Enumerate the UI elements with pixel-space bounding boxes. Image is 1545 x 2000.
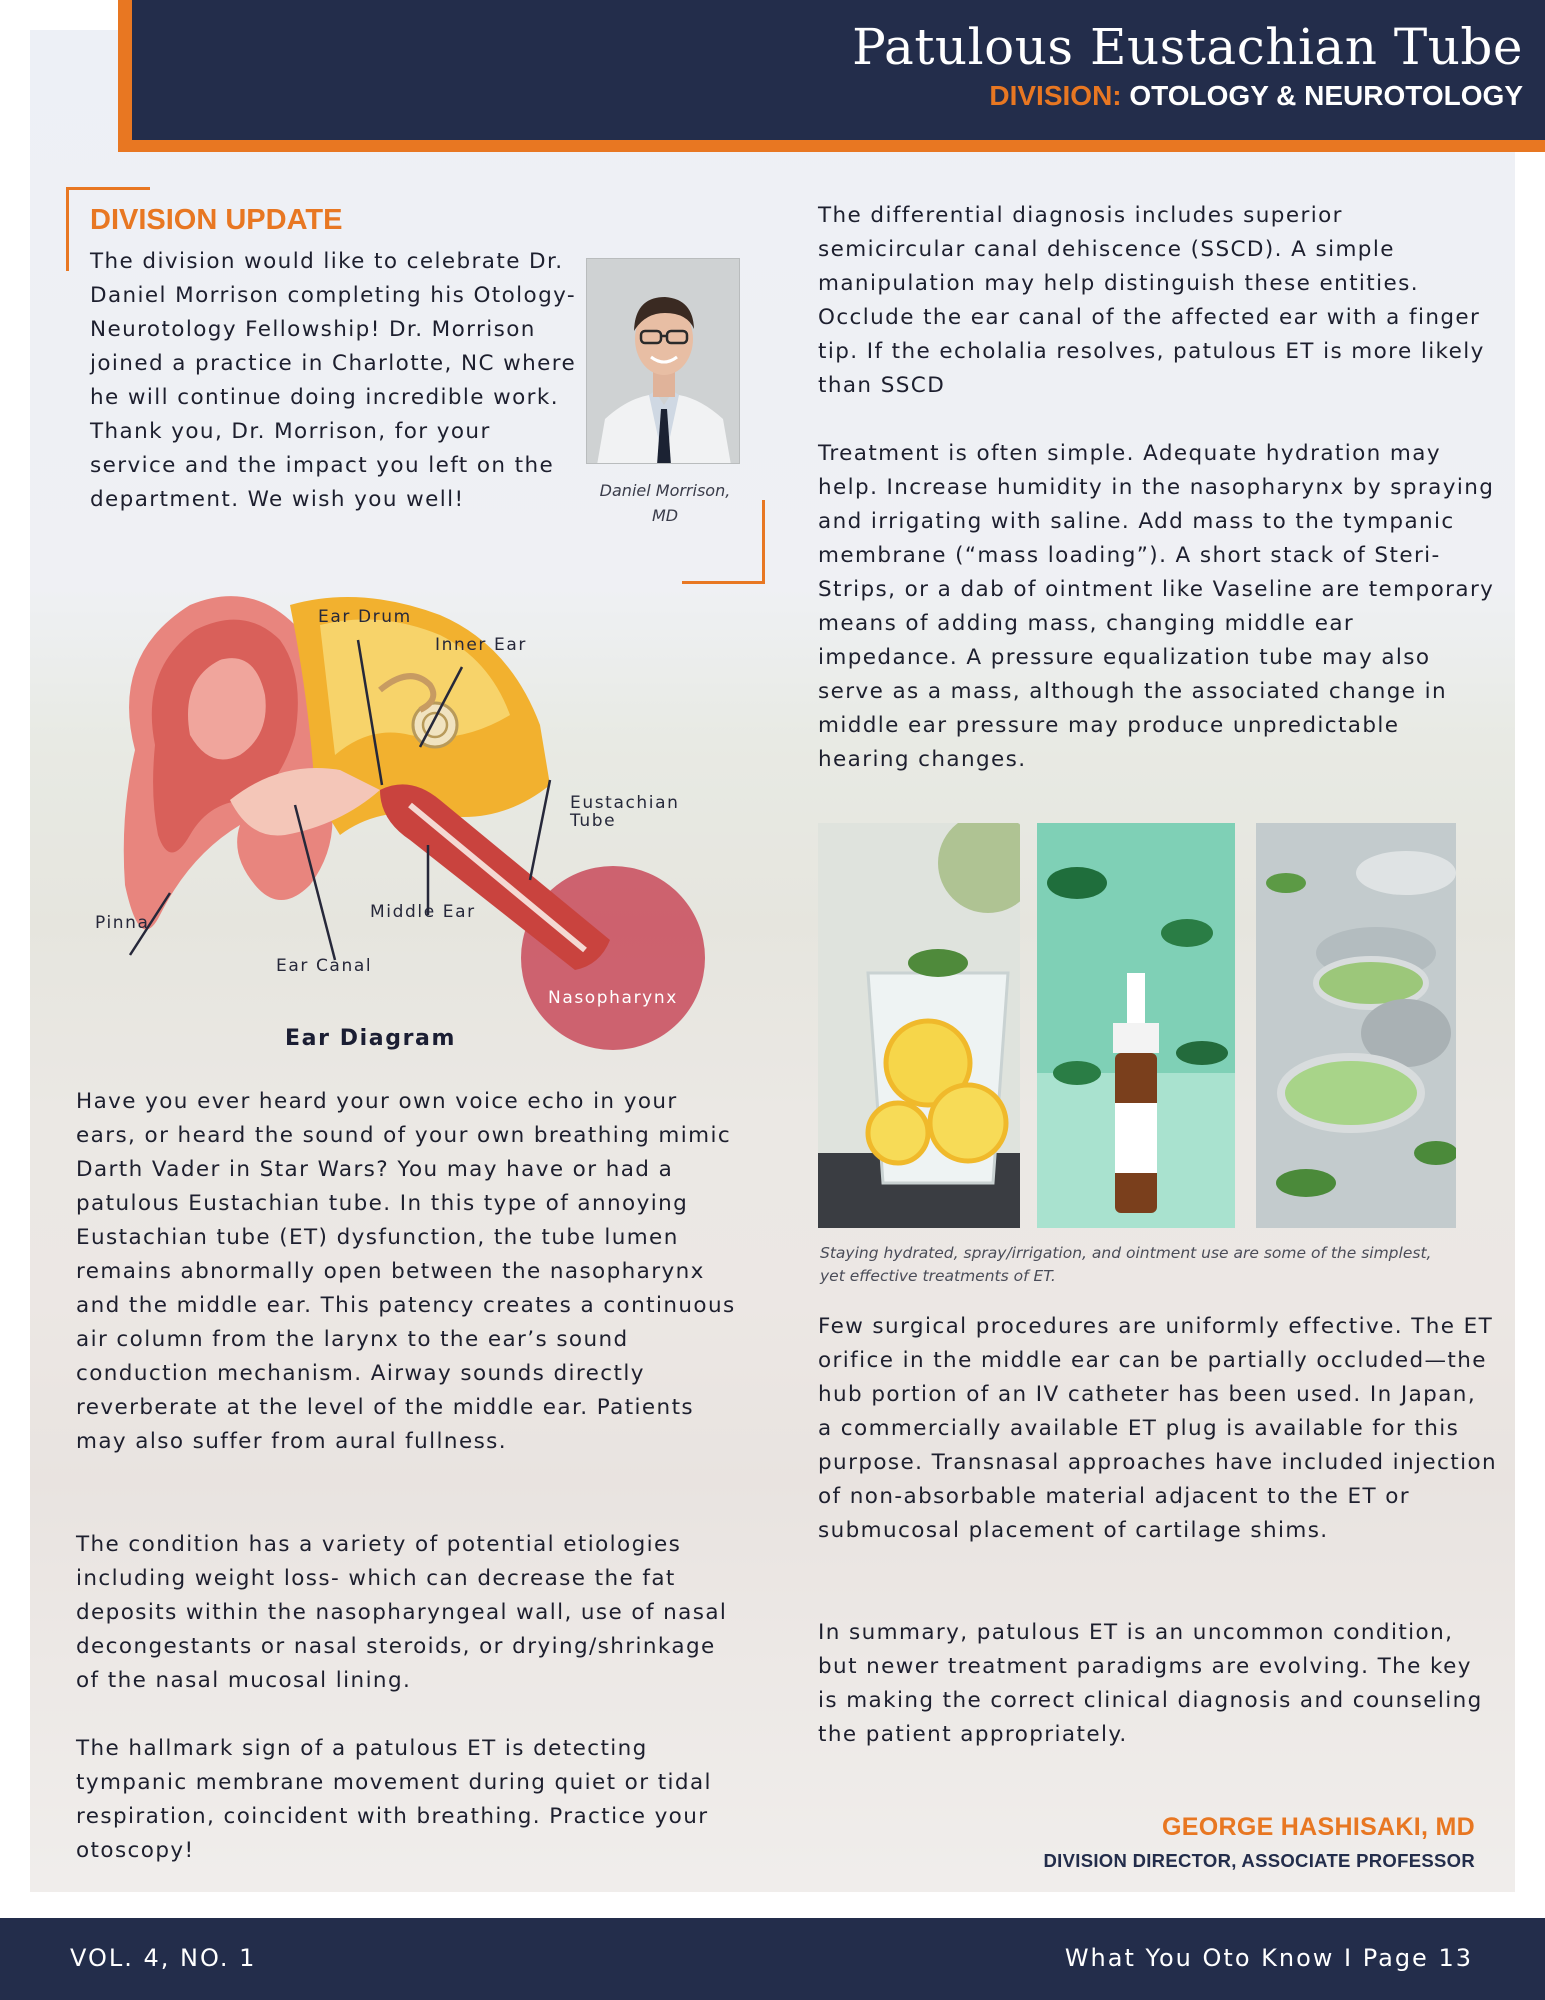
right-paragraph-2: Treatment is often simple. Adequate hydration may help. Increase humidity in the nasopharynx by spraying and irrigating with saline. Add mass to the tympanic membrane (“mass loading”). A short stack of Steri-Strips, or a dab of ointment like Vaseline are temporary means of adding mass, changing middle ear impedance. A pressure equalization tube may also serve as a mass, although the associated change in middle ear pressure may produce unpredictable hearing changes. bbox=[818, 441, 1495, 772]
footer-bar bbox=[0, 1918, 1545, 2000]
footer-volume: VOL. 4, NO. 1 bbox=[70, 1944, 257, 1972]
left-paragraph-2: The condition has a variety of potential etiologies including weight loss- which can decrease the fat deposits within the nasopharyngeal wall, use of nasal decongestants or nasal steroids, or drying/shrinkage of the nasal mucosal lining. bbox=[76, 1532, 728, 1693]
update-bracket-top bbox=[66, 187, 150, 190]
label-eustachian-tube: Eustachian Tube bbox=[570, 793, 680, 831]
division-subtitle bbox=[989, 80, 1523, 112]
right-paragraph-1: The differential diagnosis includes superior semicircular canal dehiscence (SSCD). A simple manipulation may help distinguish these entities. Occlude the ear canal of the affected ear with a finger tip. If the echolalia resolves, patulous ET is more likely than SSCD bbox=[818, 203, 1485, 398]
update-bracket-bottom bbox=[682, 581, 765, 584]
label-inner-ear: Inner Ear bbox=[435, 635, 527, 655]
treatment-photos bbox=[818, 823, 1456, 1228]
right-paragraph-3: Few surgical procedures are uniformly effective. The ET orifice in the middle ear can be partially occluded—the hub portion of an IV catheter has been used. In Japan, a commercially available ET plug is available for this purpose. Transnasal approaches have included injection of non-absorbable material adjacent to the ET or submucosal placement of cartilage shims. bbox=[818, 1314, 1498, 1543]
division-prefix: DIVISION: bbox=[989, 80, 1122, 111]
doctor-portrait-photo bbox=[586, 258, 740, 464]
label-ear-drum: Ear Drum bbox=[318, 607, 412, 627]
footer-page-number: What You Oto Know I Page 13 bbox=[1064, 1944, 1473, 1972]
division-update-text: The division would like to celebrate Dr. Daniel Morrison completing his Otology-Neurotology Fellowship! Dr. Morrison joined a practice in Charlotte, NC where he will continue doing incredible work. Thank you, Dr. Morrison, for your service and the impact you left on the department. We wish you well! bbox=[90, 249, 577, 512]
page-title: Patulous Eustachian Tube bbox=[852, 18, 1523, 76]
label-pinna: Pinna bbox=[95, 913, 150, 933]
update-bracket-right bbox=[762, 500, 765, 584]
label-ear-canal: Ear Canal bbox=[276, 956, 373, 976]
left-paragraph-1: Have you ever heard your own voice echo in your ears, or heard the sound of your own breathing mimic Darth Vader in Star Wars? You may have or had a patulous Eustachian tube. In this type of annoying Eustachian tube (ET) dysfunction, the tube lumen remains abnormally open between the nasopharynx and the middle ear. This patency creates a continuous air column from the larynx to the ear’s sound conduction mechanism. Airway sounds directly reverberate at the level of the middle ear. Patients may also suffer from aural fullness. bbox=[76, 1089, 736, 1454]
treatment-photos-caption: Staying hydrated, spray/irrigation, and ointment use are some of the simplest, yet effective treatments of ET. bbox=[820, 1244, 1432, 1285]
header-banner bbox=[132, 0, 1545, 140]
lemon-water-photo bbox=[818, 823, 1020, 1228]
portrait-caption: Daniel Morrison, MD bbox=[599, 481, 731, 525]
label-nasopharynx: Nasopharynx bbox=[548, 988, 678, 1008]
author-name: GEORGE HASHISAKI, MD bbox=[1162, 1813, 1475, 1841]
right-paragraph-4: In summary, patulous ET is an uncommon condition, but newer treatment paradigms are evolving. The key is making the correct clinical diagnosis and counseling the patient appropriately. bbox=[818, 1620, 1483, 1747]
ear-diagram-caption: Ear Diagram bbox=[285, 1026, 456, 1051]
header-accent-underline bbox=[118, 140, 1545, 152]
division-update-heading: DIVISION UPDATE bbox=[90, 204, 343, 236]
ointment-tins-photo bbox=[1256, 823, 1456, 1228]
left-paragraph-3: The hallmark sign of a patulous ET is detecting tympanic membrane movement during quiet or tidal respiration, coincident with breathing. Practice your otoscopy! bbox=[76, 1736, 712, 1863]
label-middle-ear: Middle Ear bbox=[370, 902, 476, 922]
nasal-spray-photo bbox=[1037, 823, 1235, 1228]
portrait-illustration bbox=[587, 259, 740, 464]
author-title: DIVISION DIRECTOR, ASSOCIATE PROFESSOR bbox=[1043, 1850, 1475, 1871]
division-name: OTOLOGY & NEUROTOLOGY bbox=[1129, 80, 1523, 111]
cochlea bbox=[413, 703, 457, 747]
header-accent-bar bbox=[118, 0, 132, 152]
update-bracket-left bbox=[66, 187, 69, 271]
